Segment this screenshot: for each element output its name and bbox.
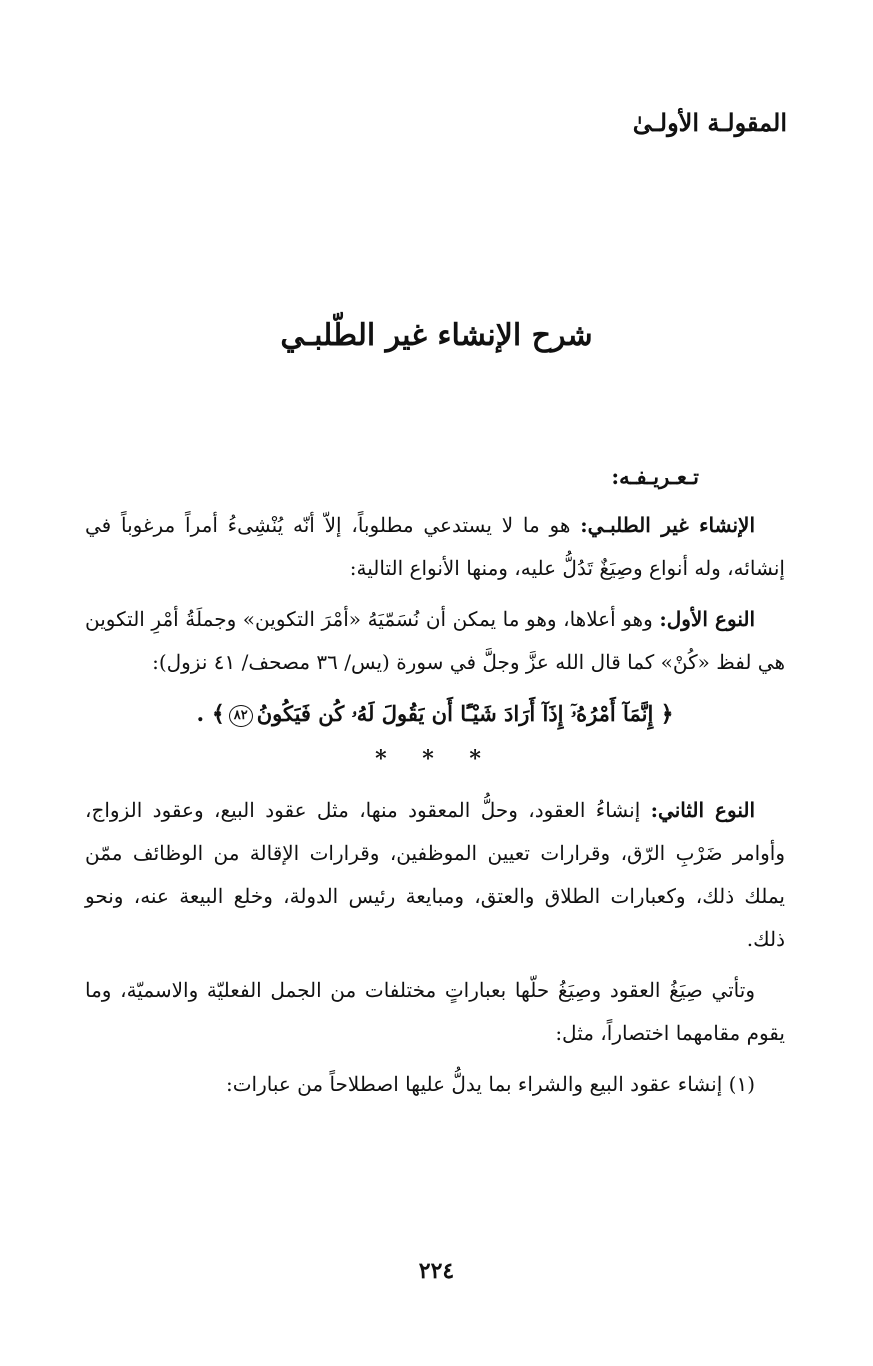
type-one-lead: النوع الأول:: [659, 607, 756, 631]
definition-lead: الإنشاء غير الطلبـي:: [580, 513, 756, 537]
chapter-title: شرح الإنشاء غير الطّلبـي: [280, 318, 593, 353]
section-label: تـعـريـفـه:: [611, 464, 699, 489]
verse-text: إِنَّمَآ أَمْرُهُۥٓ إِذَآ أَرَادَ شَيْـًٔا أَن يَقُولَ لَهُۥ كُن فَيَكُونُ: [256, 701, 654, 726]
definition-text: هو ما لا يستدعي مطلوباً، إلاّ أنّه يُنْشِىءُ أمراً مرغوباً في إنشائه، وله أنواع وصِيَغٌ تَدُلُّ عليه، ومنها الأنواع التالية:: [85, 513, 785, 580]
forms-paragraph: وتأتي صِيَغُ العقود وصِيَغُ حلّها بعباراتٍ مختلفات من الجمل الفعليّة والاسميّة، وما يقوم مقامهما اختصاراً، مثل:: [85, 978, 785, 1045]
body-text: [85, 455, 785, 1114]
page-number: ٢٢٤: [418, 1258, 455, 1284]
quran-verse: [85, 692, 785, 736]
definition-paragraph: [85, 504, 785, 590]
ayah-number: ٨٢: [229, 705, 253, 727]
type-two-lead: النوع الثاني:: [650, 798, 756, 822]
section-separator: * * *: [375, 746, 495, 772]
type-two-paragraph: [85, 789, 785, 961]
type-one-text: وهو أعلاها، وهو ما يمكن أن نُسَمّيَهُ «أمْرَ التكوين» وجملَةُ أمْرِ التكوين هي لفظ «كُنْ» كما قال الله عزَّ وجلَّ في سورة (يس/ ٣٦ مصحف/ ٤١ نزول):: [85, 607, 785, 674]
item-one-paragraph: (١) إنشاء عقود البيع والشراء بما يدلُّ عليها اصطلاحاً من عبارات:: [225, 1072, 755, 1096]
type-two-text: إنشاءُ العقود، وحلُّ المعقود منها، مثل عقود البيع، وعقود الزواج، وأوامر ضَرْبِ الرّق، وقرارات تعيين الموظفين، وقرارات الإقالة من الوظائف ممّن يملك ذلك، وكعبارات الطلاق والعتق، ومبايعة رئيس الدولة، وخلع البيعة عنه، ونحو ذلك.: [85, 798, 785, 951]
type-one-paragraph: [85, 598, 785, 684]
running-header: المقولـة الأولـىٰ: [632, 108, 787, 137]
verse-close-bracket: ﴾ .: [196, 701, 225, 727]
verse-open-bracket: ﴿: [660, 701, 674, 727]
